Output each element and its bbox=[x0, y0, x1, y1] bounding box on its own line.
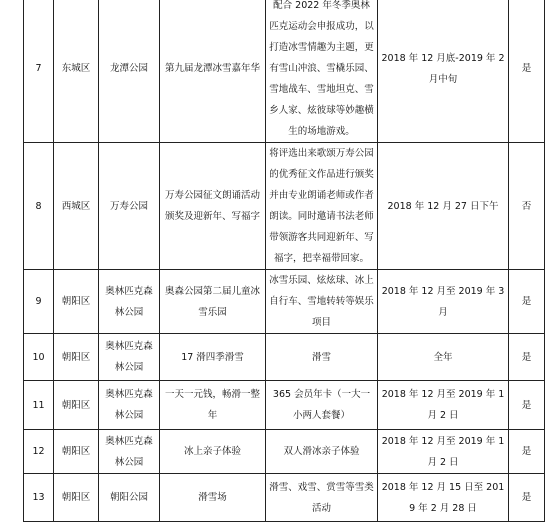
event-content-cell: 365 会员年卡（一大一小两人套餐） bbox=[266, 381, 378, 430]
venue-cell: 奥林匹克森林公园 bbox=[99, 381, 160, 430]
free-cell: 是 bbox=[509, 381, 545, 430]
event-time-cell: 2018 年 12 月至 2019 年 1 月 2 日 bbox=[378, 430, 509, 474]
event-time-cell: 2018 年 12 月至 2019 年 1 月 2 日 bbox=[378, 381, 509, 430]
row-number: 9 bbox=[24, 270, 54, 334]
free-cell: 是 bbox=[509, 270, 545, 334]
event-name-cell: 17 滑四季滑雪 bbox=[160, 334, 266, 381]
venue-cell: 奥林匹克森林公园 bbox=[99, 430, 160, 474]
event-time-cell: 全年 bbox=[378, 334, 509, 381]
venue-cell: 朝阳公园 bbox=[99, 474, 160, 522]
free-cell: 是 bbox=[509, 474, 545, 522]
event-time-cell: 2018 年 12 月底-2019 年 2 月中旬 bbox=[378, 0, 509, 143]
district-cell: 西城区 bbox=[54, 143, 99, 270]
district-cell: 东城区 bbox=[54, 0, 99, 143]
event-name-cell: 滑雪场 bbox=[160, 474, 266, 522]
table-row bbox=[24, 474, 545, 522]
event-content-cell: 将评选出来歌颂万寿公园的优秀征文作品进行颁奖并由专业朗诵老师或作者朗读。同时邀请书法老师带领游客共同迎新年、写福字，把幸福带回家。 bbox=[266, 143, 378, 270]
table-row bbox=[24, 430, 545, 474]
row-number: 12 bbox=[24, 430, 54, 474]
table-row bbox=[24, 334, 545, 381]
table-row bbox=[24, 143, 545, 270]
district-cell: 朝阳区 bbox=[54, 474, 99, 522]
table-row bbox=[24, 0, 545, 143]
event-name-cell: 万寿公园征文朗诵活动颁奖及迎新年、写福字 bbox=[160, 143, 266, 270]
venue-cell: 龙潭公园 bbox=[99, 0, 160, 143]
venue-cell: 万寿公园 bbox=[99, 143, 160, 270]
district-cell: 朝阳区 bbox=[54, 381, 99, 430]
event-content-cell: 冰雪乐园、炫炫球、冰上自行车、雪地转转等娱乐项目 bbox=[266, 270, 378, 334]
free-cell: 是 bbox=[509, 430, 545, 474]
event-name-cell: 冰上亲子体验 bbox=[160, 430, 266, 474]
table-row bbox=[24, 381, 545, 430]
event-content-cell: 配合 2022 年冬季奥林匹克运动会申报成功，以打造冰雪情趣为主题，更有雪山冲浪、雪橇乐园、雪地战车、雪地坦克、雪乡人家、炫彼球等妙趣横生的场地游戏。 bbox=[266, 0, 378, 143]
table-row bbox=[24, 270, 545, 334]
district-cell: 朝阳区 bbox=[54, 334, 99, 381]
district-cell: 朝阳区 bbox=[54, 270, 99, 334]
row-number: 13 bbox=[24, 474, 54, 522]
events-table-body bbox=[24, 0, 545, 522]
free-cell: 是 bbox=[509, 334, 545, 381]
row-number: 11 bbox=[24, 381, 54, 430]
event-content-cell: 双人滑冰亲子体验 bbox=[266, 430, 378, 474]
free-cell: 是 bbox=[509, 0, 545, 143]
free-cell: 否 bbox=[509, 143, 545, 270]
event-name-cell: 第九届龙潭冰雪嘉年华 bbox=[160, 0, 266, 143]
venue-cell: 奥林匹克森林公园 bbox=[99, 334, 160, 381]
row-number: 10 bbox=[24, 334, 54, 381]
event-name-cell: 一天一元钱，畅滑一整年 bbox=[160, 381, 266, 430]
event-time-cell: 2018 年 12 月 27 日下午 bbox=[378, 143, 509, 270]
row-number: 7 bbox=[24, 0, 54, 143]
event-time-cell: 2018 年 12 月 15 日至 2019 年 2 月 28 日 bbox=[378, 474, 509, 522]
event-time-cell: 2018 年 12 月至 2019 年 3 月 bbox=[378, 270, 509, 334]
venue-cell: 奥林匹克森林公园 bbox=[99, 270, 160, 334]
events-table bbox=[23, 0, 545, 522]
district-cell: 朝阳区 bbox=[54, 430, 99, 474]
event-content-cell: 滑雪 bbox=[266, 334, 378, 381]
event-content-cell: 滑雪、戏雪、赏雪等雪类活动 bbox=[266, 474, 378, 522]
row-number: 8 bbox=[24, 143, 54, 270]
event-name-cell: 奥森公园第二届儿童冰雪乐园 bbox=[160, 270, 266, 334]
